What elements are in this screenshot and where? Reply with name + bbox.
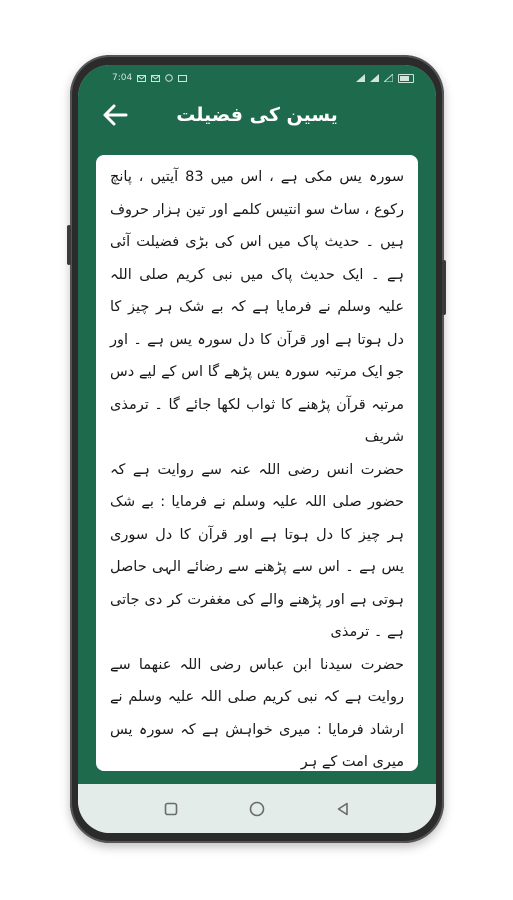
paragraph-3: حضرت سیدنا ابن عباس رضی اللہ عنھما سے روایت ہے کہ نبی کریم صلی اللہ علیہ وسلم نے ارشاد فرمایا : میری خواہش ہے کہ سورہ یس میری امت کے ہر — [110, 656, 404, 770]
gmail-icon — [137, 75, 146, 82]
system-nav-bar — [78, 784, 436, 833]
power-button — [442, 260, 446, 315]
mail-icon — [178, 75, 187, 82]
home-button[interactable] — [243, 795, 271, 823]
signal-icon — [356, 74, 365, 82]
paragraph-2: حضرت انس رضی اللہ عنہ سے روایت ہے کہ حضور صلی اللہ علیہ وسلم نے فرمایا : بے شک ہر چیز کا دل ہوتا ہے اور قرآن کا دل سوری یس ہے ۔ اس سے پڑھنے سے رضائے الہی حاصل ہوتی ہے اور پڑھنے والے کی مغفرت کر دی جاتی ہے ۔ ترمذی — [110, 461, 404, 640]
status-right — [356, 74, 414, 83]
wifi-icon — [384, 74, 393, 82]
volume-button — [67, 225, 71, 265]
battery-icon — [398, 74, 414, 83]
page-title: یسین کی فضیلت — [176, 104, 338, 126]
card-text — [96, 155, 418, 771]
content-card[interactable] — [96, 155, 418, 771]
status-bar — [78, 65, 436, 91]
square-icon — [164, 802, 178, 816]
arrow-left-icon — [102, 104, 128, 126]
phone-frame — [70, 55, 444, 843]
triangle-back-icon — [336, 802, 350, 816]
status-time: 7:04 — [112, 73, 133, 83]
status-left — [112, 73, 187, 83]
screen — [78, 65, 436, 833]
back-button[interactable] — [100, 101, 130, 129]
gmail-icon — [151, 75, 160, 82]
recents-button[interactable] — [157, 795, 185, 823]
nav-back-button[interactable] — [329, 795, 357, 823]
app-bar — [78, 91, 436, 139]
content-area — [78, 139, 436, 784]
whatsapp-icon — [165, 74, 173, 82]
circle-icon — [249, 801, 265, 817]
paragraph-1: سورہ یس مکی ہے ، اس میں 83 آیتیں ، پانچ رکوع ، ساٹ سو انتیس کلمے اور تین ہزار حروف ہیں ۔ حدیث پاک میں اس کی بڑی فضیلت آئی ہے ۔ ایک حدیث پاک میں نبی کریم صلی اللہ علیہ وسلم نے فرمایا ہے کہ بے شک ہر چیز کا دل ہوتا ہے اور قرآن کا دل سورہ یس ہے ۔ اور جو ایک مرتبہ سورہ یس پڑھے گا اس کے لیے دس مرتبہ قرآن پڑھنے کا ثواب لکھا جائے گا ۔ ترمذی شریف — [110, 169, 404, 445]
signal-icon — [370, 74, 379, 82]
